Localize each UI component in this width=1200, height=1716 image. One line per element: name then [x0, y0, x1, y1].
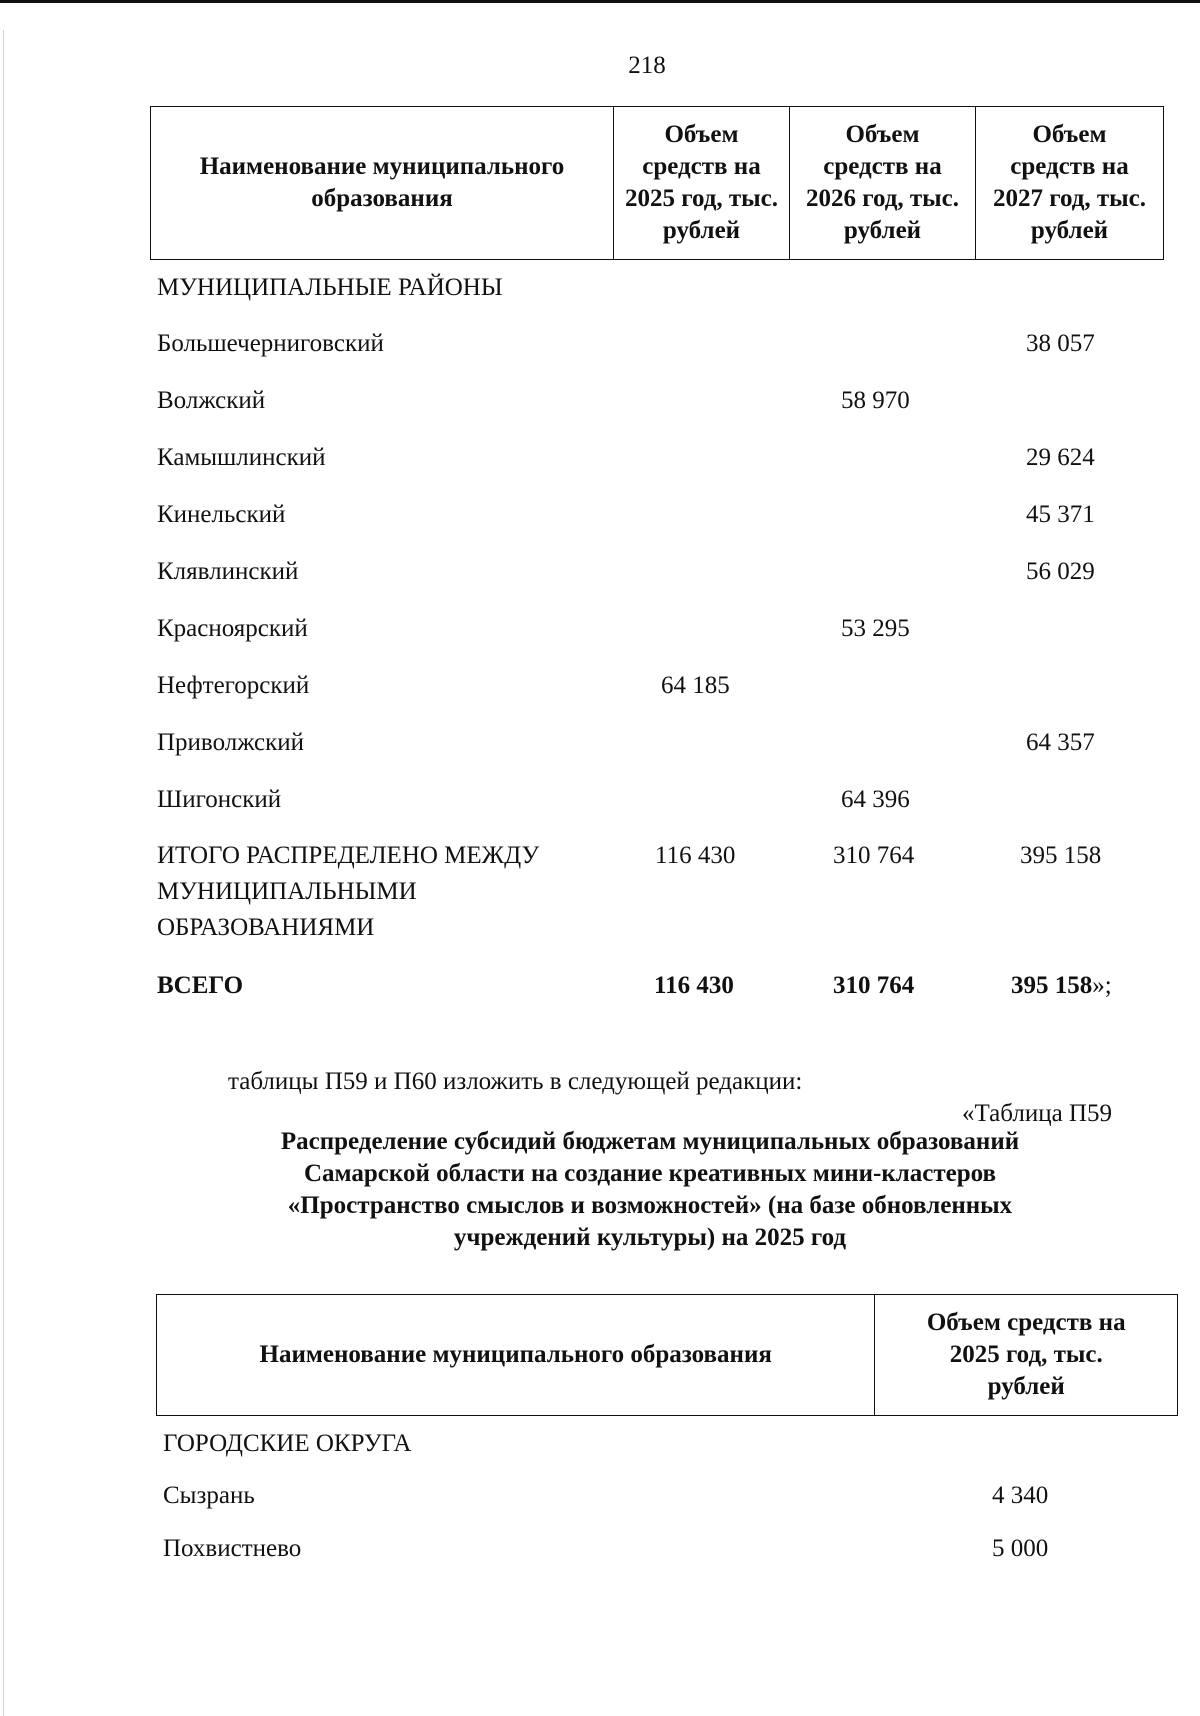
caption-line: учреждений культуры) на 2025 год	[453, 1224, 847, 1251]
table-label: «Таблица П59	[962, 1100, 1112, 1127]
caption-line: Распределение субсидий бюджетам муниципальных образований	[280, 1128, 1020, 1155]
caption-line: Самарской области на создание креативных мини-кластеров	[303, 1160, 997, 1187]
table1-total-2025: 116 430	[654, 972, 734, 999]
closing-quote: »;	[1092, 972, 1112, 999]
top-border	[0, 0, 1200, 3]
table2-header-name: Наименование муниципального образования	[157, 1295, 875, 1415]
table1-distributed-label: ИТОГО РАСПРЕДЕЛЕНО МЕЖДУ МУНИЦИПАЛЬНЫМИ ОБРАЗОВАНИЯМИ	[157, 842, 540, 941]
caption-line: «Пространство смыслов и возможностей» (на базе обновленных	[287, 1192, 1013, 1219]
table-row-name: Похвистнево	[163, 1535, 302, 1562]
table-row-name: Шигонский	[157, 786, 282, 813]
table-row-value-2025: 4 340	[992, 1482, 1049, 1509]
table-row-value-2027: 56 029	[1026, 558, 1095, 585]
table2-caption	[150, 1126, 1150, 1254]
table-row-value-2027: 38 057	[1026, 330, 1095, 357]
table-row-value-2026: 53 295	[841, 615, 910, 642]
table-row-name: Кинельский	[157, 501, 286, 528]
table1-header-2026: Объем средств на 2026 год, тыс. рублей	[790, 107, 976, 259]
table-row-value-2027: 64 357	[1026, 729, 1095, 756]
page-number: 218	[628, 52, 666, 79]
table-row-value-2027: 45 371	[1026, 501, 1095, 528]
table2-section-title: ГОРОДСКИЕ ОКРУГА	[163, 1430, 412, 1457]
table-row-value-2026: 64 396	[841, 786, 910, 813]
table2-header-2025: Объем средств на 2025 год, тыс. рублей	[926, 1309, 1126, 1400]
table-row-name: Большечерниговский	[157, 330, 384, 357]
table1-header-2025: Объем средств на 2025 год, тыс. рублей	[614, 107, 790, 259]
table-row-name: Нефтегорский	[157, 672, 310, 699]
table-row-value-2027: 29 624	[1026, 444, 1095, 471]
table1-total-2027	[1011, 968, 1112, 1004]
table-row-value-2025: 5 000	[992, 1535, 1049, 1562]
table-row-name: Приволжский	[157, 729, 305, 756]
table-row-name: Волжский	[157, 387, 266, 414]
table1-distributed-2025: 116 430	[655, 842, 736, 869]
table-row-name: Клявлинский	[157, 558, 299, 585]
table1-distributed-2026: 310 764	[833, 842, 915, 869]
left-border	[3, 30, 4, 1716]
table1-total-2026: 310 764	[833, 972, 915, 999]
table1-header	[150, 106, 1164, 260]
table1-total-label: ВСЕГО	[157, 972, 244, 999]
table1-section-title: МУНИЦИПАЛЬНЫЕ РАЙОНЫ	[157, 274, 503, 301]
table1-header-2027: Объем средств на 2027 год, тыс. рублей	[992, 121, 1147, 244]
table1-header-name: Наименование муниципального образования	[151, 107, 614, 259]
table-row-name: Камышлинский	[157, 444, 326, 471]
instruction-text: таблицы П59 и П60 изложить в следующей редакции:	[228, 1068, 803, 1095]
table-row-value-2025: 64 185	[661, 672, 730, 699]
table1-total-2027-value: 395 158	[1011, 972, 1093, 999]
table-row-value-2026: 58 970	[841, 387, 910, 414]
table1-distributed-2027: 395 158	[1020, 842, 1102, 869]
table-row-name: Красноярский	[157, 615, 308, 642]
table-row-name: Сызрань	[163, 1482, 255, 1509]
table2-header	[156, 1294, 1178, 1416]
